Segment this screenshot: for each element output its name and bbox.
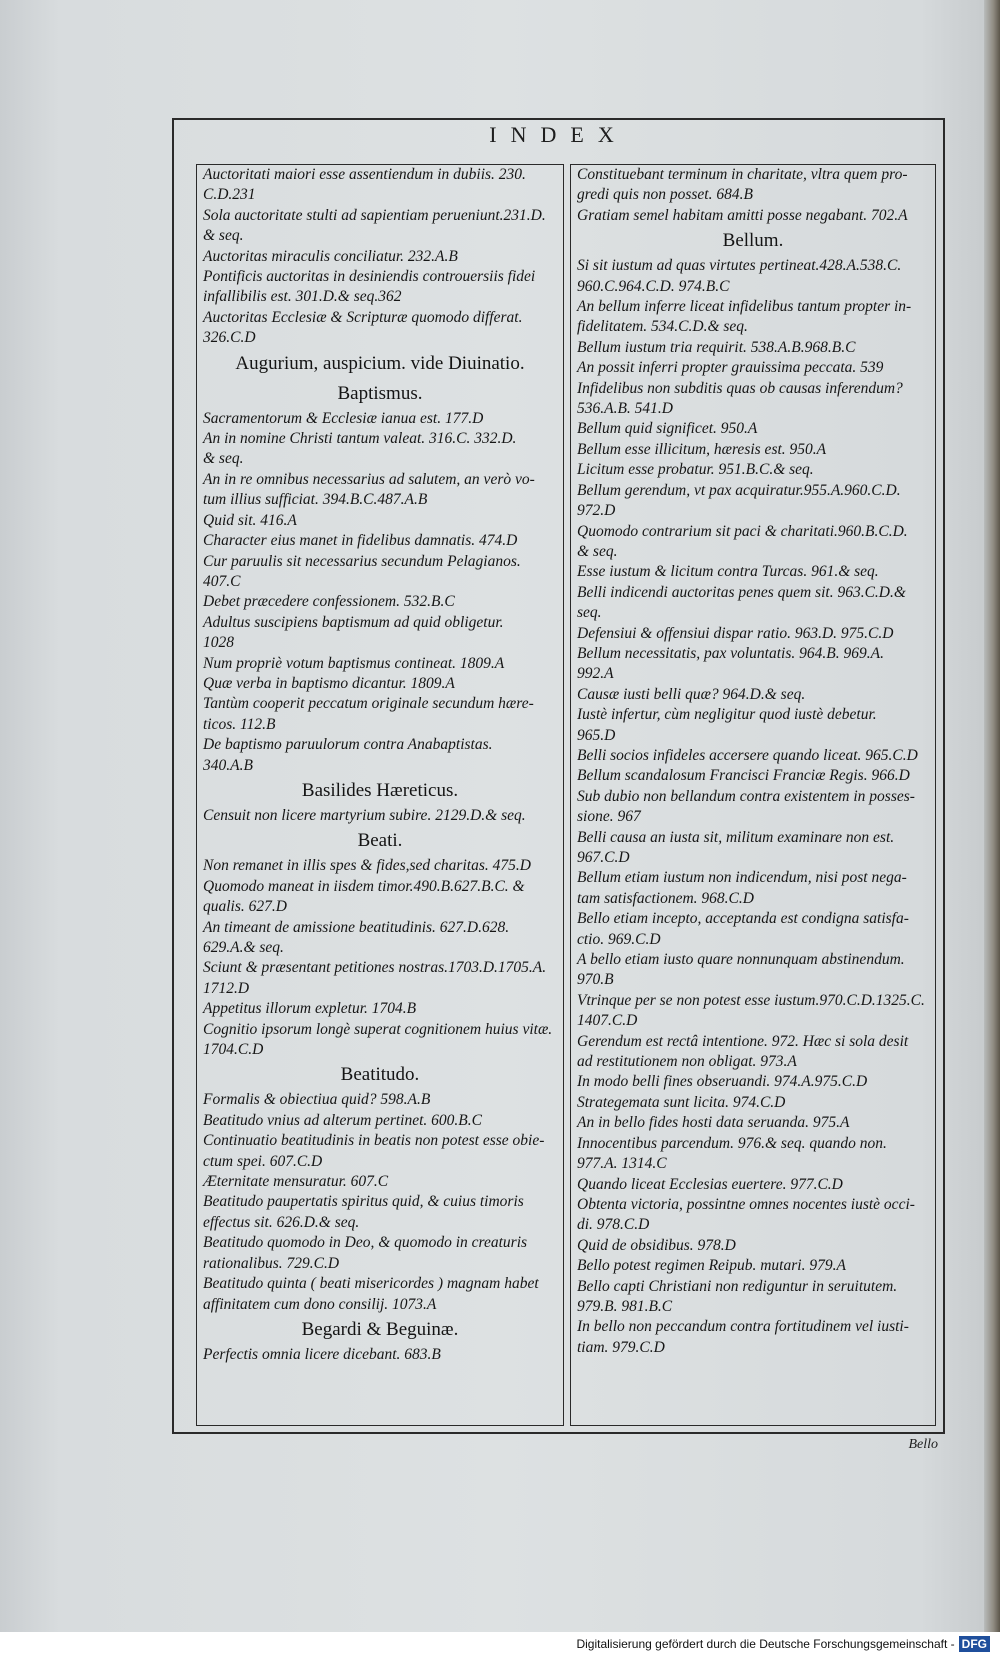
index-entry: Character eius manet in fidelibus damnatis. 474.D <box>203 532 518 550</box>
page-spine-edge <box>984 0 1000 1632</box>
index-entry: An in bello fides hosti data seruanda. 975.A <box>577 1114 850 1132</box>
index-entry: In bello non peccandum contra fortitudinem vel iusti- tiam. 979.C.D <box>577 1318 909 1356</box>
index-entry: De baptismo paruulorum contra Anabaptistas. 340.A.B <box>203 736 493 774</box>
index-entry: An timeant de amissione beatitudinis. 627.D.628. 629.A.& seq. <box>203 918 510 956</box>
index-entry: Esse iustum & licitum contra Turcas. 961.& seq. <box>577 563 879 581</box>
index-entry: Constituebant terminum in charitate, vltra quem pro- gredi quis non posset. 684.B <box>577 166 908 204</box>
index-entry: Bellum esse illicitum, hæresis est. 950.A <box>577 440 827 458</box>
index-entry: An in nomine Christi tantum valeat. 316.C. 332.D. & seq. <box>203 430 517 468</box>
index-heading: Baptismus. <box>337 382 423 404</box>
index-entry: Iustè infertur, cùm negligitur quod iustè debetur. 965.D <box>577 706 877 744</box>
index-entry: Licitum esse probatur. 951.B.C.& seq. <box>577 461 814 479</box>
left-column <box>196 164 564 1426</box>
index-heading: Begardi & Beguinæ. <box>301 1318 459 1340</box>
index-heading: Augurium, auspicium. vide Diuinatio. <box>235 352 525 374</box>
index-entry: Belli indicendi auctoritas penes quem sit. 963.C.D.& seq. <box>577 583 906 622</box>
index-entry: Infidelibus non subditis quas ob causas inferendum? 536.A.B. 541.D <box>577 379 903 418</box>
index-entry: Appetitus illorum expletur. 1704.B <box>203 1000 417 1018</box>
index-entry: Auctoritas Ecclesiæ & Scripturæ quomodo differat. 326.C.D <box>203 308 523 347</box>
index-entry: Bello capti Christiani non rediguntur in seruitutem. 979.B. 981.B.C <box>577 1277 898 1315</box>
index-entry: Adultus suscipiens baptismum ad quid obligetur. 1028 <box>203 613 504 652</box>
index-entry: Formalis & obiectiua quid? 598.A.B <box>203 1091 431 1109</box>
index-entry: A bello etiam iusto quare nonnunquam abstinendum. 970.B <box>577 951 905 989</box>
index-entry: Belli causa an iusta sit, militum examinare non est. 967.C.D <box>577 828 895 866</box>
index-entry: Quomodo contrarium sit paci & charitati.960.B.C.D. & seq. <box>577 522 908 560</box>
index-entry: Censuit non licere martyrium subire. 2129.D.& seq. <box>203 806 526 824</box>
dfg-logo: DFG <box>959 1636 990 1652</box>
index-entry: Belli socios infideles accersere quando liceat. 965.C.D <box>577 746 918 764</box>
index-heading: Bellum. <box>722 230 784 252</box>
index-heading: Beatitudo. <box>340 1064 420 1086</box>
index-entry: Obtenta victoria, possintne omnes nocentes iustè occi- di. 978.C.D <box>577 1195 915 1234</box>
index-entry: Auctoritas miraculis conciliatur. 232.A.B <box>203 247 458 265</box>
index-entry: Bellum iustum tria requirit. 538.A.B.968.B.C <box>577 338 856 356</box>
index-entry: Bellum etiam iustum non indicendum, nisi post nega- tam satisfactionem. 968.C.D <box>577 869 907 907</box>
catchword: Bello <box>908 1437 938 1452</box>
index-entry: Quomodo maneat in iisdem timor.490.B.627.B.C. & qualis. 627.D <box>203 877 525 916</box>
index-entry: Non remanet in illis spes & fides,sed charitas. 475.D <box>203 857 531 875</box>
index-entry: Sacramentorum & Ecclesiæ ianua est. 177.D <box>203 409 484 427</box>
index-entry: Bellum quid significet. 950.A <box>577 420 758 438</box>
index-entry: Bello potest regimen Reipub. mutari. 979.A <box>577 1257 846 1275</box>
index-entry: Vtrinque per se non potest esse iustum.970.C.D.1325.C. 1407.C.D <box>577 991 925 1030</box>
index-entry: Quando liceat Ecclesias euertere. 977.C.D <box>577 1175 843 1193</box>
digitization-footer <box>0 1632 1000 1656</box>
index-entry: Bello etiam incepto, acceptanda est condigna satisfa- ctio. 969.C.D <box>577 910 909 948</box>
index-entry: Si sit iustum ad quas virtutes pertineat.428.A.538.C. 960.C.964.C.D. 974.B.C <box>577 257 902 295</box>
index-entry: Beatitudo vnius ad alterum pertinet. 600.B.C <box>203 1111 482 1129</box>
index-entry: Æternitate mensuratur. 607.C <box>203 1173 389 1191</box>
index-entry: Quid sit. 416.A <box>203 511 297 529</box>
index-entry: Continuatio beatitudinis in beatis non potest esse obie- ctum spei. 607.C.D <box>203 1132 545 1170</box>
index-entry: Quæ verba in baptismo dicantur. 1809.A <box>203 674 455 692</box>
index-entry: An bellum inferre liceat infidelibus tantum propter in- fidelitatem. 534.C.D.& seq. <box>577 298 912 336</box>
index-entry: Defensiui & offensiui dispar ratio. 963.D. 975.C.D <box>577 624 894 642</box>
index-entry: Quid de obsidibus. 978.D <box>577 1236 736 1254</box>
index-entry: Tantùm cooperit peccatum originale secundum hære- ticos. 112.B <box>203 695 534 733</box>
index-heading: Beati. <box>357 830 403 852</box>
index-entry: Debet præcedere confessionem. 532.B.C <box>203 593 455 611</box>
footer-text: Digitalisierung gefördert durch die Deutsche Forschungsgemeinschaft - <box>576 1637 955 1651</box>
index-entry: An possit inferri propter grauissima peccata. 539 <box>577 359 884 377</box>
index-entry: Cur paruulis sit necessarius secundum Pelagianos. 407.C <box>203 552 521 590</box>
index-entry: Bellum necessitatis, pax voluntatis. 964.B. 969.A. 992.A <box>577 644 884 683</box>
index-entry: Innocentibus parcendum. 976.& seq. quando non. 977.A. 1314.C <box>577 1134 887 1173</box>
index-entry: In modo belli fines obseruandi. 974.A.975.C.D <box>577 1073 868 1091</box>
index-entry: Pontificis auctoritas in desiniendis controuersiis fidei infallibilis est. 301.D.& seq.362 <box>203 268 536 306</box>
index-entry: Perfectis omnia licere dicebant. 683.B <box>203 1345 441 1363</box>
index-entry: Bellum gerendum, vt pax acquiratur.955.A.960.C.D. 972.D <box>577 481 901 520</box>
index-entry: Strategemata sunt licita. 974.C.D <box>577 1093 786 1111</box>
index-entry: Causæ iusti belli quæ? 964.D.& seq. <box>577 685 806 703</box>
text-frame <box>172 118 945 1434</box>
index-entry: Sub dubio non bellandum contra existentem in posses- sione. 967 <box>577 787 915 826</box>
right-column <box>570 164 936 1426</box>
index-entry: Cognitio ipsorum longè superat cognitionem huius vitæ. 1704.C.D <box>203 1020 553 1059</box>
index-entry: Sola auctoritate stulti ad sapientiam perueniunt.231.D. & seq. <box>203 206 546 245</box>
index-entry: An in re omnibus necessarius ad salutem, an verò vo- tum illius sufficiat. 394.B.C.487.A.B <box>203 470 535 509</box>
index-entry: Beatitudo quomodo in Deo, & quomodo in creaturis rationalibus. 729.C.D <box>203 1234 528 1272</box>
index-heading: Basilides Hæreticus. <box>301 779 459 801</box>
index-entry: Bellum scandalosum Francisci Franciæ Regis. 966.D <box>577 767 910 785</box>
index-entry: Gratiam semel habitam amitti posse negabant. 702.A <box>577 206 908 224</box>
index-entry: Num propriè votum baptismus contineat. 1809.A <box>203 654 505 672</box>
index-entry: Sciunt & præsentant petitiones nostras.1703.D.1705.A. 1712.D <box>203 959 547 997</box>
index-entry: Auctoritati maiori esse assentiendum in dubiis. 230. C.D.231 <box>203 166 526 204</box>
index-entry: Beatitudo quinta ( beati misericordes ) magnam habet affinitatem cum dono consilij. 1073.A <box>203 1275 539 1313</box>
page-header: INDEX <box>489 122 628 147</box>
index-entry: Beatitudo paupertatis spiritus quid, & cuius timoris effectus sit. 626.D.& seq. <box>203 1193 524 1231</box>
index-entry: Gerendum est rectâ intentione. 972. Hæc si sola desit ad restitutionem non obligat. 973.A <box>577 1032 909 1071</box>
